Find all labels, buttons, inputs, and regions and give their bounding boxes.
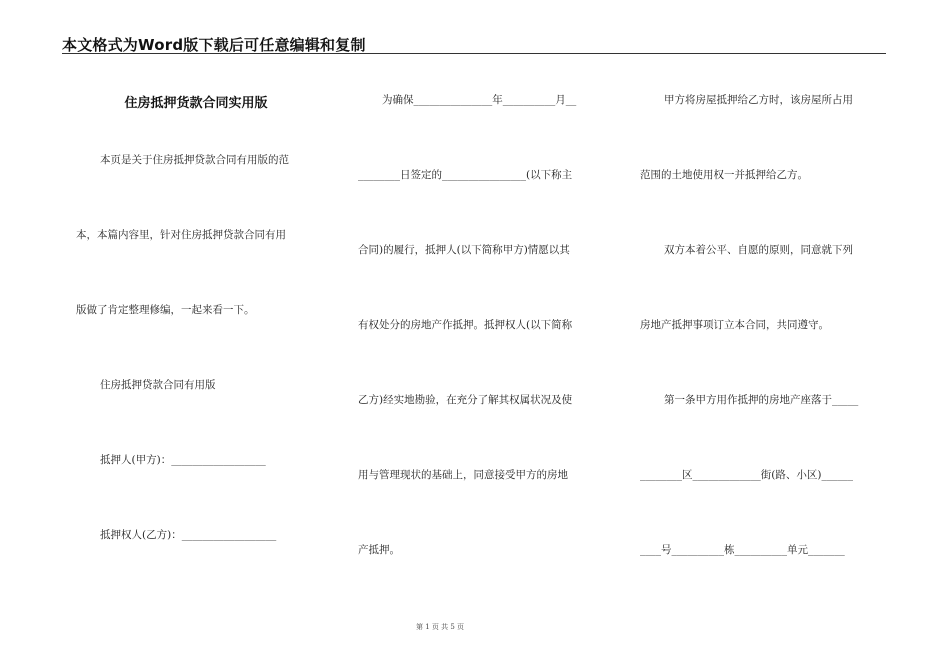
col3-line-7: ____号__________栋__________单元_______ xyxy=(640,544,845,556)
document-title: 住房抵押货款合同实用版 xyxy=(124,96,268,111)
col3-line-4: 房地产抵押事项订立本合同，共同遵守。 xyxy=(640,319,829,331)
col2-line-6: 用与管理现状的基础上，同意接受甲方的房地 xyxy=(358,469,568,481)
col1-line-5: 抵押人(甲方)：__________________ xyxy=(100,454,266,466)
col2-line-1: 为确保_______________年__________月__ xyxy=(382,94,577,106)
col2-line-7: 产抵押。 xyxy=(358,544,400,556)
document-header: 本文格式为Word版下载后可任意编辑和复制 xyxy=(62,36,366,54)
col3-line-6: ________区_____________街(路、小区)______ xyxy=(640,469,853,481)
col2-line-4: 有权处分的房地产作抵押。抵押权人(以下简称 xyxy=(358,319,573,331)
col1-line-3: 版做了肯定整理修编，一起来看一下。 xyxy=(76,304,255,316)
col3-line-1: 甲方将房屋抵押给乙方时，该房屋所占用 xyxy=(664,94,853,106)
col2-line-3: 合同)的履行，抵押人(以下简称甲方)情愿以其 xyxy=(358,244,570,256)
col1-line-6: 抵押权人(乙方)：__________________ xyxy=(100,529,277,541)
col1-line-2: 本，本篇内容里，针对住房抵押贷款合同有用 xyxy=(76,229,286,241)
col3-line-2: 范围的土地使用权一并抵押给乙方。 xyxy=(640,169,808,181)
col2-line-5: 乙方)经实地勘验，在充分了解其权属状况及使 xyxy=(358,394,573,406)
col3-line-3: 双方本着公平、自愿的原则，同意就下列 xyxy=(664,244,853,256)
col1-line-4: 住房抵押贷款合同有用版 xyxy=(100,379,216,391)
col3-line-5: 第一条甲方用作抵押的房地产座落于_____ xyxy=(664,394,859,406)
header-rule xyxy=(62,53,886,54)
page-indicator: 第 1 页 共 5 页 xyxy=(415,623,465,631)
col1-line-1: 本页是关于住房抵押贷款合同有用版的范 xyxy=(100,154,289,166)
col2-line-2: ________日签定的________________(以下称主 xyxy=(358,169,573,181)
